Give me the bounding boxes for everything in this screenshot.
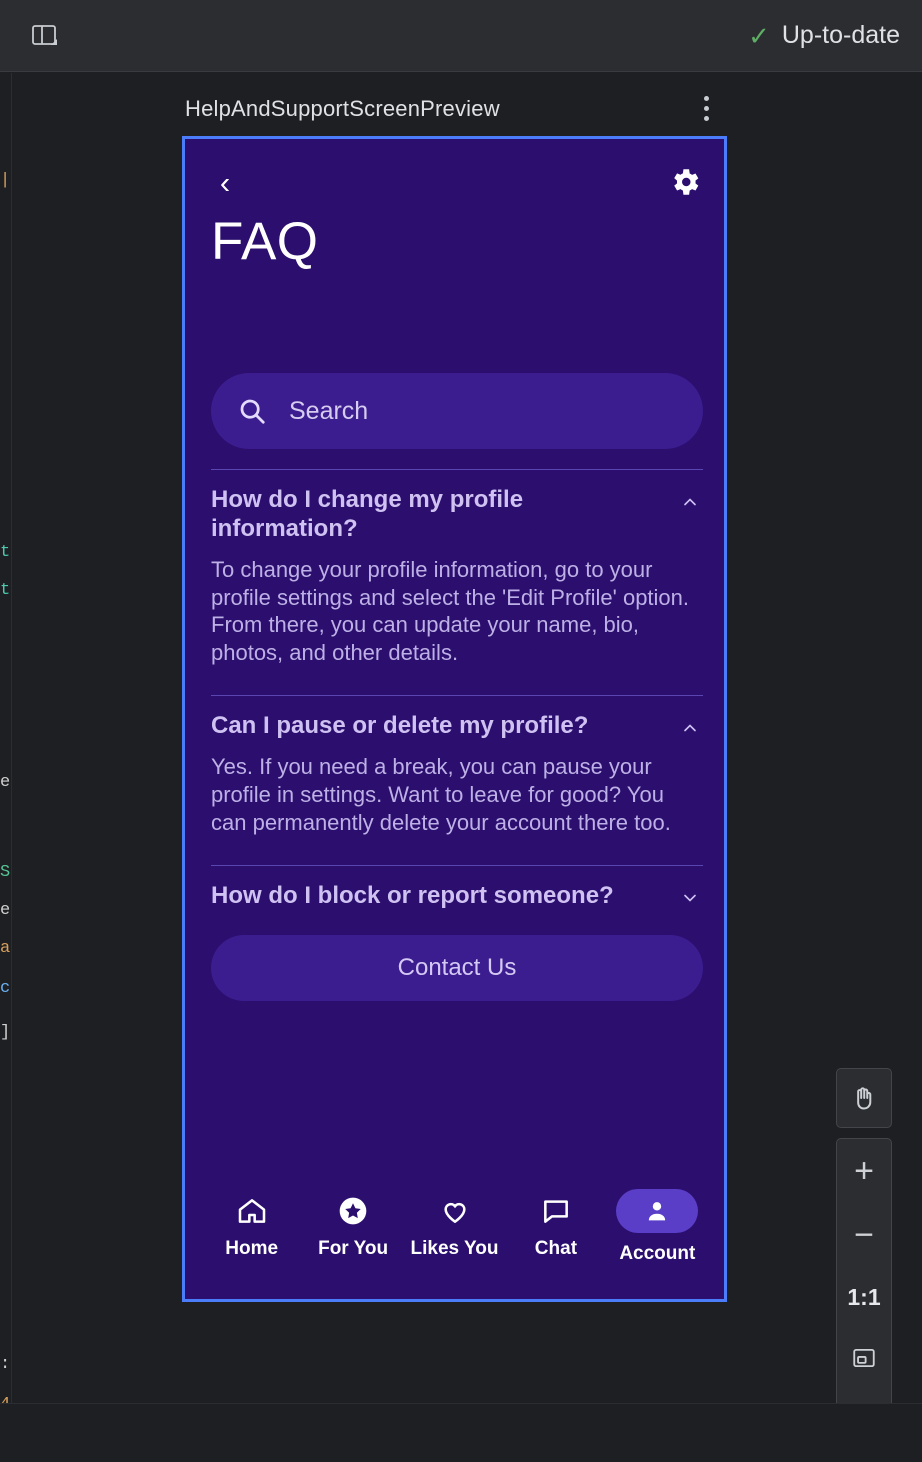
code-fragment: a bbox=[0, 939, 11, 958]
faq-item[interactable] bbox=[211, 865, 703, 909]
fit-screen-icon[interactable] bbox=[836, 1327, 892, 1389]
nav-label: Account bbox=[619, 1243, 696, 1264]
split-panel-icon[interactable] bbox=[30, 21, 60, 51]
faq-item[interactable] bbox=[211, 695, 703, 837]
bottom-status-strip bbox=[0, 1403, 922, 1462]
nav-label: Home bbox=[225, 1238, 279, 1259]
status-label: Up-to-date bbox=[781, 21, 900, 49]
heart-icon bbox=[438, 1194, 472, 1228]
search-input[interactable] bbox=[211, 373, 703, 449]
editor-gutter-strip bbox=[0, 73, 12, 1462]
faq-question: How do I change my profile information? bbox=[211, 486, 524, 542]
nav-item-account[interactable] bbox=[607, 1189, 708, 1265]
star-circle-icon bbox=[336, 1194, 370, 1228]
faq-question: How do I block or report someone? bbox=[211, 881, 614, 909]
code-fragment: t bbox=[0, 543, 11, 562]
person-icon bbox=[640, 1194, 674, 1228]
page-title: FAQ bbox=[211, 212, 319, 271]
chevron-up-icon[interactable] bbox=[677, 718, 703, 738]
nav-label: Likes You bbox=[410, 1238, 499, 1259]
search-icon bbox=[237, 396, 267, 426]
code-fragment: S bbox=[0, 863, 11, 882]
faq-gap bbox=[211, 667, 703, 695]
faq-item[interactable] bbox=[211, 469, 703, 667]
zoom-in-button[interactable]: + bbox=[854, 1151, 874, 1190]
hand-tool-button[interactable] bbox=[836, 1068, 892, 1128]
zoom-out-button[interactable]: − bbox=[854, 1215, 874, 1254]
home-icon bbox=[235, 1194, 269, 1228]
code-fragment: ] bbox=[0, 1023, 11, 1042]
bottom-navigation bbox=[185, 1169, 724, 1299]
faq-answer: Yes. If you need a break, you can pause your profile in settings. Want to leave for good? You can permanently delete your account there too. bbox=[211, 754, 671, 836]
code-fragment: e bbox=[0, 901, 11, 920]
faq-question: Can I pause or delete my profile? bbox=[211, 712, 589, 740]
gear-icon[interactable] bbox=[668, 165, 702, 199]
chevron-up-icon[interactable] bbox=[677, 492, 703, 512]
nav-item-home[interactable] bbox=[201, 1194, 302, 1260]
chevron-down-icon[interactable] bbox=[677, 888, 703, 908]
app-screen bbox=[185, 139, 724, 1299]
code-fragment: c bbox=[0, 979, 11, 998]
ide-toolbar bbox=[0, 0, 922, 72]
zoom-ratio-label[interactable]: 1:1 bbox=[847, 1283, 881, 1310]
code-fragment: : bbox=[0, 1355, 11, 1374]
nav-item-chat[interactable] bbox=[505, 1194, 606, 1260]
faq-answer: To change your profile information, go to your profile settings and select the 'Edit Profile' option. From there, you can update your name, bio, photos, and other details. bbox=[211, 556, 690, 666]
nav-item-likes-you[interactable] bbox=[404, 1194, 505, 1260]
back-chevron-icon[interactable]: ‹ bbox=[219, 165, 231, 200]
toolbar-left-group bbox=[30, 21, 60, 51]
faq-list[interactable] bbox=[211, 469, 703, 909]
faq-gap bbox=[211, 837, 703, 865]
contact-us-button[interactable]: Contact Us bbox=[211, 935, 703, 1001]
phone-preview-frame bbox=[182, 136, 727, 1302]
nav-label: For You bbox=[318, 1238, 389, 1259]
nav-label: Chat bbox=[534, 1238, 578, 1259]
code-fragment: e bbox=[0, 773, 11, 792]
nav-item-for-you[interactable] bbox=[302, 1194, 403, 1260]
active-nav-pill bbox=[616, 1189, 698, 1233]
search-placeholder: Search bbox=[289, 396, 369, 425]
zoom-controls bbox=[836, 1138, 892, 1418]
chat-bubble-icon bbox=[539, 1194, 573, 1228]
status-indicator bbox=[748, 21, 900, 50]
preview-title: HelpAndSupportScreenPreview bbox=[185, 96, 500, 121]
kebab-menu-icon[interactable] bbox=[688, 88, 724, 128]
check-icon: ✓ bbox=[748, 20, 770, 51]
code-fragment: | bbox=[0, 171, 11, 190]
code-fragment: t bbox=[0, 581, 11, 600]
